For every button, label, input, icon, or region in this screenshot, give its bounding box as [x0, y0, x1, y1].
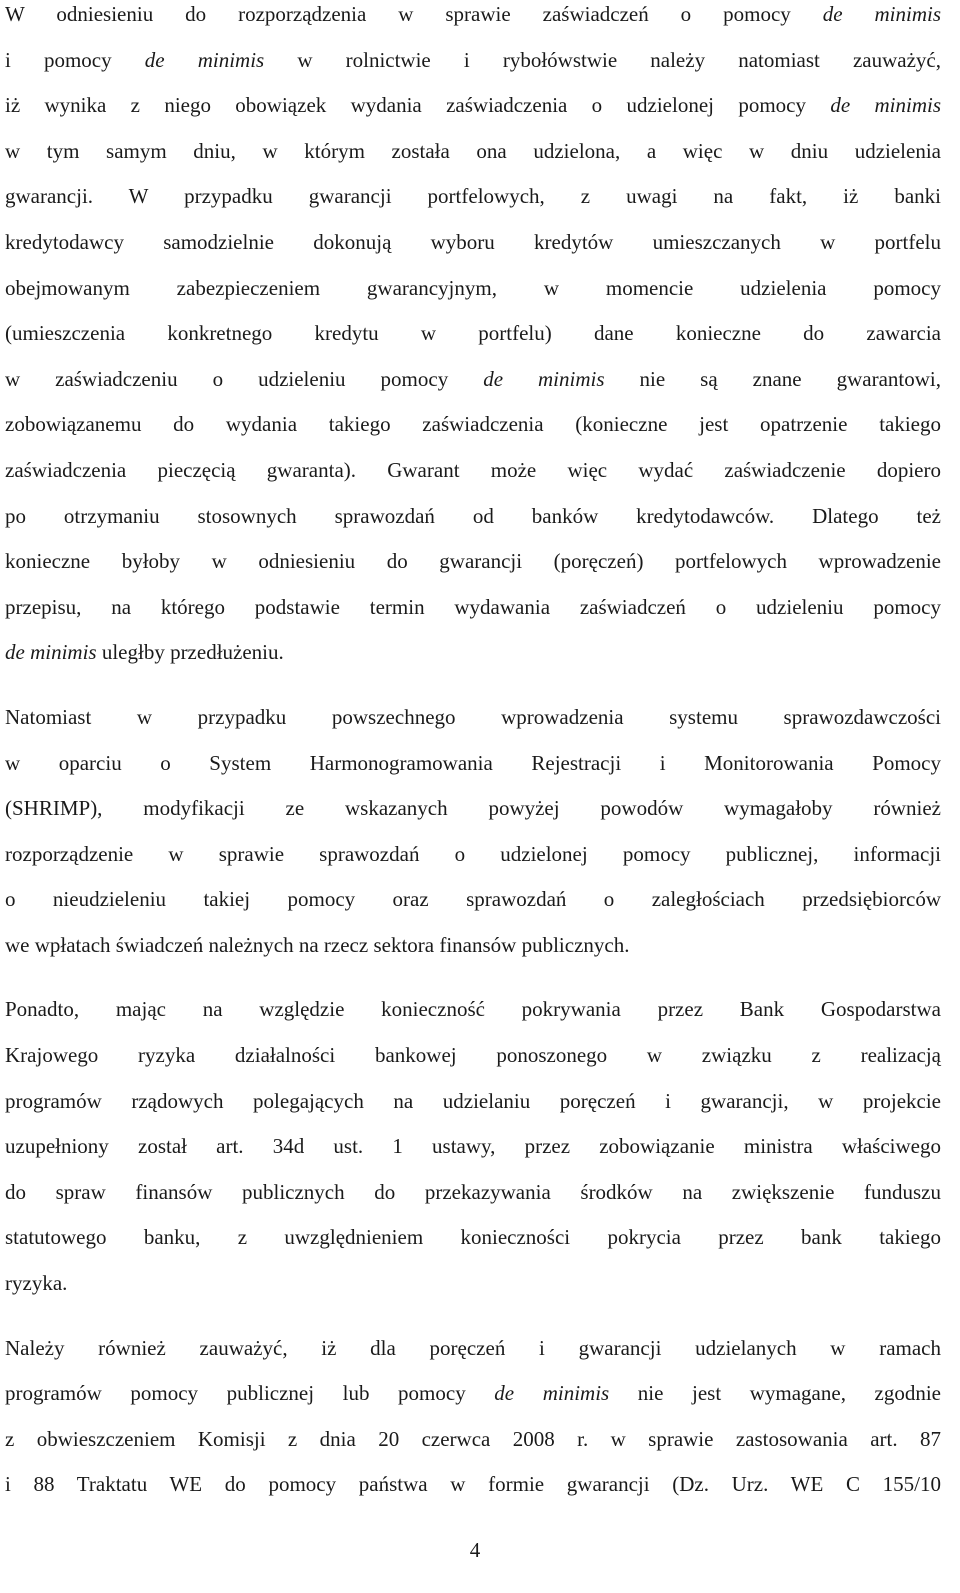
- text-run: programów rządowych polegających na udzielaniu poręczeń i gwarancji, w projekcie: [5, 1088, 941, 1113]
- text-line: [5, 220, 941, 266]
- text-line: [5, 1033, 941, 1079]
- text-run: uzupełniony został art. 34d ust. 1 ustawy, przez zobowiązanie ministra właściwego: [5, 1134, 941, 1159]
- text-line: [5, 987, 941, 1033]
- document-body: [5, 0, 941, 1508]
- paragraph: [5, 695, 941, 969]
- text-run: kredytodawcy samodzielnie dokonują wyboru kredytów umieszczanych w portfelu: [5, 229, 941, 254]
- text-run: (umieszczenia konkretnego kredytu w portfelu) dane konieczne do zawarcia: [5, 321, 941, 346]
- text-run: we wpłatach świadczeń należnych na rzecz sektora finansów publicznych.: [5, 932, 630, 957]
- text-line: [5, 448, 941, 494]
- text-run: statutowego banku, z uwzględnieniem konieczności pokrycia przez bank takiego: [5, 1225, 941, 1250]
- text-line: [5, 357, 941, 403]
- text-line: [5, 0, 941, 38]
- text-run: Krajowego ryzyka działalności bankowej ponoszonego w związku z realizacją: [5, 1043, 941, 1068]
- text-line: [5, 1170, 941, 1216]
- text-line: [5, 174, 941, 220]
- text-line: [5, 630, 941, 676]
- text-run: po otrzymaniu stosownych sprawozdań od banków kredytodawców. Dlatego też: [5, 503, 941, 528]
- text-line: [5, 832, 941, 878]
- text-line: [5, 1215, 941, 1261]
- text-run: do spraw finansów publicznych do przekazywania środków na zwiększenie funduszu: [5, 1179, 941, 1204]
- text-run: Natomiast w przypadku powszechnego wprowadzenia systemu sprawozdawczości: [5, 704, 941, 729]
- text-line: [5, 877, 941, 923]
- text-line: [5, 38, 941, 84]
- text-line: [5, 1124, 941, 1170]
- italic-term: de minimis: [144, 47, 265, 72]
- italic-term: de minimis: [822, 2, 942, 26]
- text-line: [5, 1417, 941, 1463]
- text-run: w rolnictwie i rybołówstwie należy natomiast zauważyć,: [264, 47, 941, 72]
- text-run: Ponadto, mając na względzie konieczność pokrywania przez Bank Gospodarstwa: [5, 997, 941, 1022]
- text-line: [5, 1326, 941, 1372]
- text-run: z obwieszczeniem Komisji z dnia 20 czerwca 2008 r. w sprawie zastosowania art. 87: [5, 1426, 941, 1451]
- text-line: [5, 585, 941, 631]
- text-run: konieczne byłoby w odniesieniu do gwarancji (poręczeń) portfelowych wprowadzenie: [5, 549, 941, 574]
- text-line: [5, 695, 941, 741]
- text-line: [5, 923, 941, 969]
- text-line: [5, 83, 941, 129]
- text-run: W odniesieniu do rozporządzenia w sprawie zaświadczeń o pomocy: [5, 2, 823, 26]
- text-line: [5, 1462, 941, 1508]
- text-run: iż wynika z niego obowiązek wydania zaświadczenia o udzielonej pomocy: [5, 93, 831, 118]
- text-line: [5, 402, 941, 448]
- text-run: i 88 Traktatu WE do pomocy państwa w formie gwarancji (Dz. Urz. WE C 155/10: [5, 1472, 941, 1497]
- page-number: 4: [469, 1538, 481, 1562]
- text-run: gwarancji. W przypadku gwarancji portfelowych, z uwagi na fakt, iż banki: [5, 184, 941, 209]
- text-run: zobowiązanemu do wydania takiego zaświadczenia (konieczne jest opatrzenie takiego: [5, 412, 941, 437]
- italic-term: de minimis: [830, 93, 941, 118]
- italic-term: de minimis: [483, 366, 605, 391]
- text-line: [5, 311, 941, 357]
- paragraph: [5, 987, 941, 1306]
- text-line: [5, 786, 941, 832]
- text-run: Należy również zauważyć, iż dla poręczeń i gwarancji udzielanych w ramach: [5, 1335, 941, 1360]
- text-line: [5, 129, 941, 175]
- text-run: w oparciu o System Harmonogramowania Rejestracji i Monitorowania Pomocy: [5, 750, 941, 775]
- text-run: rozporządzenie w sprawie sprawozdań o udzielonej pomocy publicznej, informacji: [5, 841, 941, 866]
- paragraph: [5, 0, 941, 676]
- text-run: uległby przedłużeniu.: [96, 640, 284, 665]
- text-line: [5, 266, 941, 312]
- text-line: [5, 1079, 941, 1125]
- italic-term: de minimis: [5, 640, 97, 665]
- text-run: obejmowanym zabezpieczeniem gwarancyjnym, w momencie udzielenia pomocy: [5, 275, 941, 300]
- text-run: nie są znane gwarantowi,: [604, 366, 942, 391]
- text-run: i pomocy: [5, 47, 145, 72]
- text-line: [5, 494, 941, 540]
- text-line: [5, 741, 941, 787]
- text-run: nie jest wymagane, zgodnie: [609, 1381, 942, 1406]
- text-run: zaświadczenia pieczęcią gwaranta). Gwarant może więc wydać zaświadczenie dopiero: [5, 457, 941, 482]
- text-run: przepisu, na którego podstawie termin wydawania zaświadczeń o udzieleniu pomocy: [5, 594, 941, 619]
- text-run: o nieudzieleniu takiej pomocy oraz sprawozdań o zaległościach przedsiębiorców: [5, 887, 941, 912]
- text-line: [5, 539, 941, 585]
- paragraph: [5, 1326, 941, 1508]
- text-run: w tym samym dniu, w którym została ona udzielona, a więc w dniu udzielenia: [5, 138, 941, 163]
- text-run: programów pomocy publicznej lub pomocy: [5, 1381, 495, 1406]
- text-run: ryzyka.: [5, 1271, 68, 1296]
- text-line: [5, 1371, 941, 1417]
- text-line: [5, 1261, 941, 1307]
- italic-term: de minimis: [494, 1381, 610, 1406]
- text-run: w zaświadczeniu o udzieleniu pomocy: [5, 366, 484, 391]
- text-run: (SHRIMP), modyfikacji ze wskazanych powyżej powodów wymagałoby również: [5, 796, 941, 821]
